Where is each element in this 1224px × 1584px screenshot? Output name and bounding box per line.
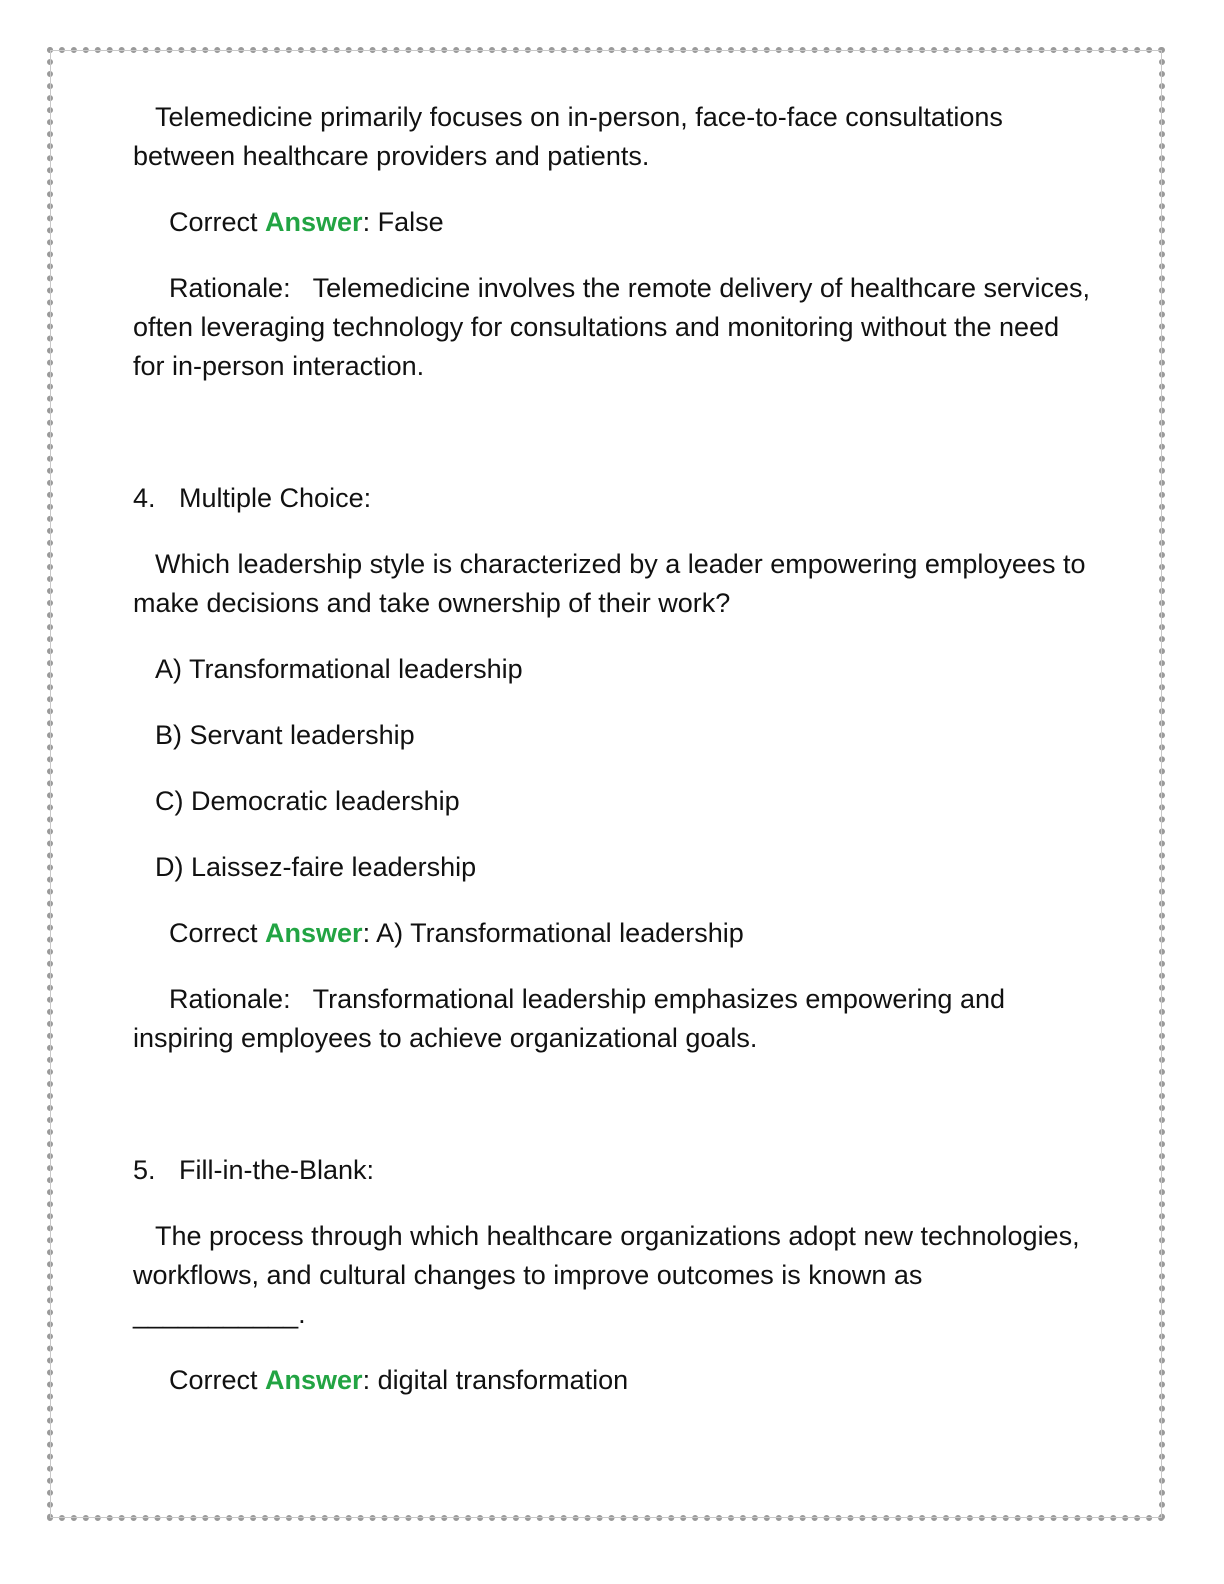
q4-option-d: D) Laissez-faire leadership <box>155 852 477 882</box>
question-type: Multiple Choice: <box>179 483 372 513</box>
rationale-text: Transformational leadership emphasizes empowering and inspiring employees to achieve organizational goals. <box>133 984 1005 1053</box>
q3-correct-answer <box>133 203 1093 242</box>
answer-value: : digital transformation <box>362 1365 629 1395</box>
q5-question: The process through which healthcare organizations adopt new technologies, workflows, and cultural changes to improve outcomes is known as ___________. <box>133 1221 1080 1329</box>
q3-rationale <box>133 269 1093 386</box>
q4-option-c: C) Democratic leadership <box>155 786 460 816</box>
document-content <box>133 98 1093 1400</box>
q4-option-a: A) Transformational leadership <box>155 654 523 684</box>
q5-heading <box>133 1151 1093 1190</box>
question-type: Fill-in-the-Blank: <box>179 1155 375 1185</box>
q5-correct-answer <box>133 1361 1093 1400</box>
rationale-label: Rationale: <box>169 273 291 303</box>
q3-statement: Telemedicine primarily focuses on in-person, face-to-face consultations between healthcare providers and patients. <box>133 102 1003 171</box>
q4-heading <box>133 479 1093 518</box>
q4-correct-answer <box>133 914 1093 953</box>
answer-keyword: Answer <box>265 207 363 237</box>
q4-rationale <box>133 980 1093 1058</box>
answer-value: : A) Transformational leadership <box>362 918 744 948</box>
rationale-label: Rationale: <box>169 984 291 1014</box>
q4-question: Which leadership style is characterized by a leader empowering employees to make decisions and take ownership of their work? <box>133 549 1086 618</box>
answer-keyword: Answer <box>265 1365 363 1395</box>
correct-label: Correct <box>169 918 266 948</box>
correct-label: Correct <box>169 207 266 237</box>
question-number: 5. <box>133 1155 156 1185</box>
question-number: 4. <box>133 483 156 513</box>
correct-label: Correct <box>169 1365 266 1395</box>
answer-keyword: Answer <box>265 918 363 948</box>
rationale-text: Telemedicine involves the remote delivery of healthcare services, often leveraging technology for consultations and monitoring without the need for in-person interaction. <box>133 273 1090 381</box>
q4-option-b: B) Servant leadership <box>155 720 415 750</box>
answer-value: : False <box>362 207 444 237</box>
